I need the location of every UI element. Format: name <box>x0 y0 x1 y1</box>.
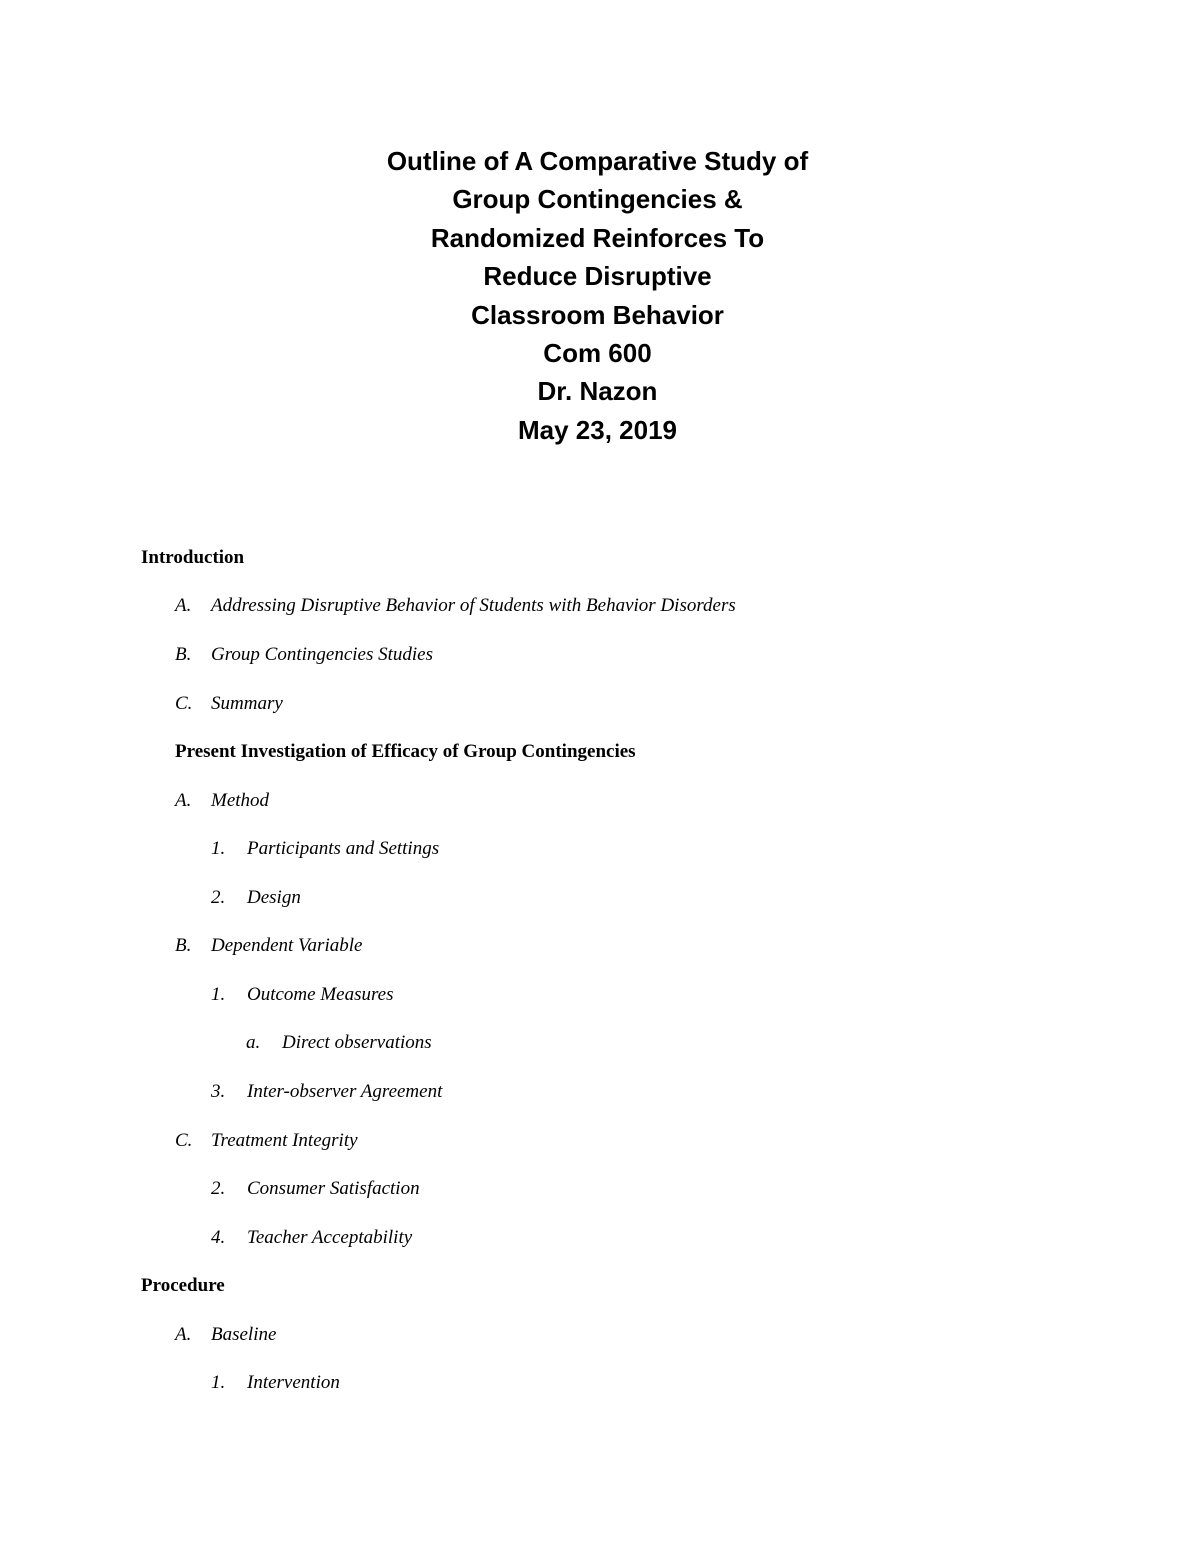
item-text: Direct observations <box>282 1032 432 1053</box>
outline-subitem <box>211 1080 442 1104</box>
outline-subitem <box>211 837 439 861</box>
item-text: Dependent Variable <box>211 935 363 956</box>
outline-subitem <box>211 1177 420 1201</box>
outline-item <box>175 1323 276 1347</box>
item-marker: 2. <box>211 887 226 908</box>
item-marker: C. <box>175 693 193 714</box>
outline-item <box>175 789 269 813</box>
instructor-name: Dr. Nazon <box>537 376 658 407</box>
title-line: Reduce Disruptive <box>483 261 712 292</box>
item-marker: a. <box>246 1032 261 1053</box>
course-code: Com 600 <box>543 338 652 369</box>
item-marker: 1. <box>211 984 226 1005</box>
item-text: Summary <box>211 693 283 714</box>
outline-item <box>175 692 283 716</box>
item-text: Addressing Disruptive Behavior of Students with Behavior Disorders <box>211 595 736 616</box>
title-line: Randomized Reinforces To <box>430 222 765 253</box>
item-text: Participants and Settings <box>247 838 440 859</box>
outline-subitem <box>211 1226 412 1250</box>
item-marker: A. <box>175 1324 192 1345</box>
item-text: Outcome Measures <box>247 984 394 1005</box>
item-marker: A. <box>175 790 192 811</box>
item-marker: 1. <box>211 1372 226 1393</box>
outline-item <box>175 594 736 618</box>
item-text: Design <box>247 887 301 908</box>
item-marker: 2. <box>211 1178 226 1199</box>
item-text: Treatment Integrity <box>211 1130 358 1151</box>
outline-item <box>175 1129 358 1153</box>
outline-subsubitem <box>246 1031 432 1055</box>
section-heading-introduction: Introduction <box>141 547 245 568</box>
outline-subitem <box>211 1371 340 1395</box>
item-marker: B. <box>175 644 192 665</box>
item-text: Consumer Satisfaction <box>247 1178 420 1199</box>
outline-subitem <box>211 886 301 910</box>
item-marker: 3. <box>211 1081 226 1102</box>
item-marker: 1. <box>211 838 226 859</box>
outline-item <box>175 643 433 667</box>
item-text: Teacher Acceptability <box>247 1227 413 1248</box>
document-date: May 23, 2019 <box>517 414 677 445</box>
section-heading-procedure: Procedure <box>141 1275 225 1296</box>
item-marker: 4. <box>211 1227 226 1248</box>
title-line: Group Contingencies & <box>452 184 743 215</box>
outline-item <box>175 934 362 958</box>
item-text: Group Contingencies Studies <box>211 644 433 665</box>
outline-subitem <box>211 983 394 1007</box>
item-text: Inter-observer Agreement <box>247 1081 443 1102</box>
item-marker: C. <box>175 1130 193 1151</box>
item-text: Method <box>211 790 270 811</box>
item-marker: B. <box>175 935 192 956</box>
title-line: Outline of A Comparative Study of <box>386 146 809 176</box>
item-text: Baseline <box>211 1324 277 1345</box>
section-heading-present-investigation: Present Investigation of Efficacy of Group Contingencies <box>175 741 636 762</box>
item-marker: A. <box>175 595 192 616</box>
title-line: Classroom Behavior <box>471 299 724 330</box>
item-text: Intervention <box>247 1372 340 1393</box>
